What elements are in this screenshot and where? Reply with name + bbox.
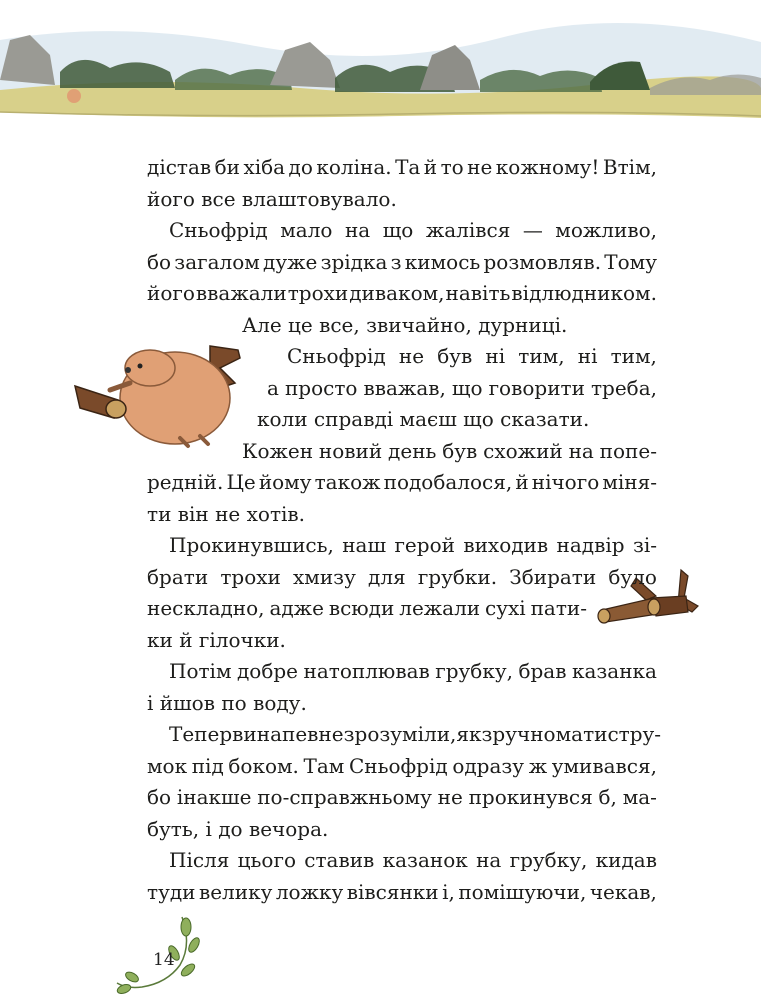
- text-line: туди велику ложку вівсянки і, помішуючи, чекав,: [147, 879, 657, 904]
- text-line: Потім добре натоплював грубку, брав казанка: [169, 659, 657, 683]
- text-line: Кожен новий день був схожий на попе-: [242, 438, 657, 463]
- text-line: мок під боком. Там Сньофрід одразу ж умивався,: [147, 753, 657, 778]
- text-line: і йшов по воду.: [147, 690, 307, 715]
- text-line: бо інакше по-справжньому не прокинувся б, ма-: [147, 785, 657, 809]
- text-line: брати трохи хмизу для грубки. Збирати було: [147, 564, 657, 589]
- text-line: його все влаштовувало.: [147, 186, 397, 211]
- text-line: ки й гілочки.: [147, 627, 286, 652]
- text-line: Сньофрід мало на що жалівся — можливо,: [169, 218, 657, 242]
- text-line: ти він не хотів.: [147, 501, 306, 526]
- text-line: а просто вважав, що говорити треба,: [267, 375, 657, 400]
- text-line: його вважали трохи диваком, навіть відлюдником.: [147, 281, 657, 305]
- text-line: Сньофрід не був ні тим, ні тим,: [287, 344, 657, 368]
- text-line: редній. Це йому також подобалося, й нічого міня-: [147, 470, 657, 494]
- text-line: нескладно, адже всюди лежали сухі пати-: [147, 596, 587, 620]
- landscape-illustration: [0, 0, 761, 125]
- text-line: Але це все, звичайно, дурниці.: [242, 312, 568, 337]
- text-line: дістав би хіба до коліна. Та й то не кожному! Втім,: [147, 155, 657, 179]
- text-line: коли справді маєш що сказати.: [257, 407, 590, 431]
- text-line: Прокинувшись, наш герой виходив надвір зі-: [169, 533, 657, 557]
- text-line: бо загалом дуже зрідка з кимось розмовляв. Тому: [147, 249, 657, 274]
- page-number: 14: [153, 950, 175, 970]
- text-line: буть, і до вечора.: [147, 816, 329, 841]
- text-line: Після цього ставив казанок на грубку, кидав: [169, 848, 657, 872]
- body-text: [147, 152, 662, 908]
- text-line: Тепер ви напевне зрозуміли, як зручно мати стру-: [169, 722, 662, 746]
